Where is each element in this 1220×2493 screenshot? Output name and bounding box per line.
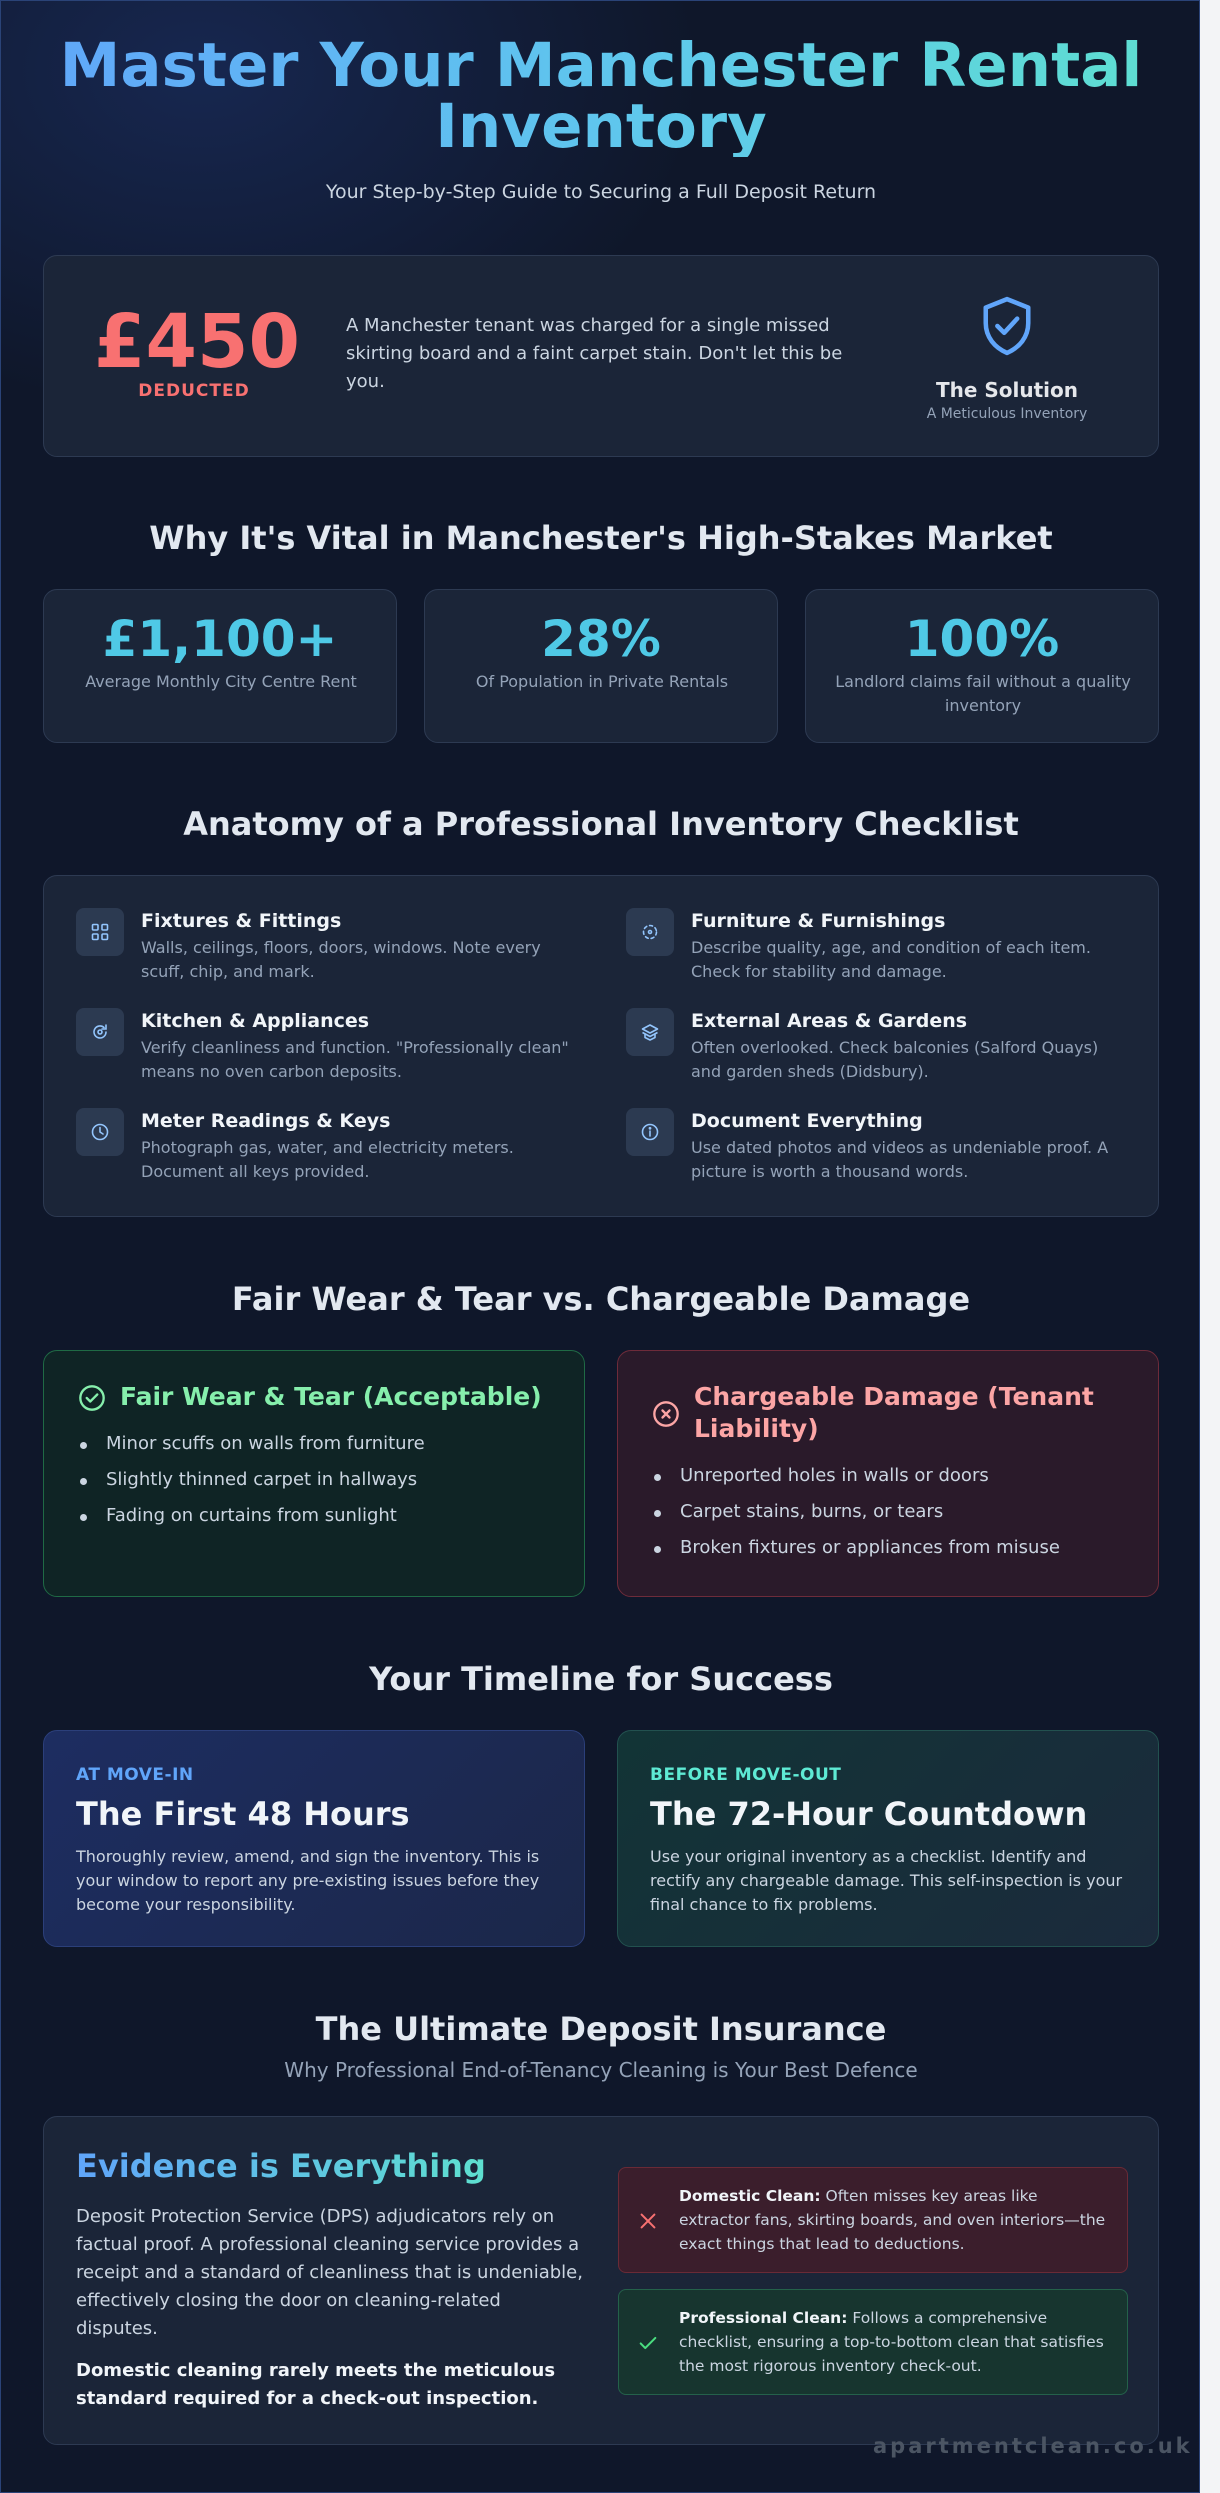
timeline-kicker: AT MOVE-IN [76, 1765, 194, 1785]
domestic-clean-desc: Often misses key areas like extractor fans, skirting boards, and oven interiors—the exact things that lead to deductions. [679, 2187, 1106, 2253]
timeline-title: The 72-Hour Countdown [650, 1795, 1088, 1833]
stat-label: Landlord claims fail without a quality inventory [835, 672, 1131, 715]
page-subtitle: Your Step-by-Step Guide to Securing a Full Deposit Return [325, 181, 877, 203]
check-icon [637, 2332, 659, 2354]
checklist-item-desc: Verify cleanliness and function. "Professionally clean" means no oven carbon deposits. [141, 1038, 569, 1081]
refresh-icon [76, 1008, 124, 1056]
checklist-item-desc: Photograph gas, water, and electricity meters. Document all keys provided. [141, 1138, 514, 1181]
list-item: Minor scuffs on walls from furniture [78, 1433, 425, 1469]
checklist-item-external [626, 1008, 1126, 1088]
stat-card-population [424, 589, 778, 743]
stat-value: 100% [904, 610, 1060, 668]
shield-check-icon [973, 292, 1041, 360]
checklist-section-title: Anatomy of a Professional Inventory Checklist [183, 805, 1019, 843]
info-icon [626, 1108, 674, 1156]
evidence-emphasis: Domestic cleaning rarely meets the meticulous standard required for a check-out inspection. [76, 2360, 556, 2409]
page-title [1, 30, 1200, 162]
domestic-clean-label: Domestic Clean: [679, 2187, 821, 2205]
list-item: Unreported holes in walls or doors [652, 1465, 1060, 1501]
x-circle-icon [652, 1400, 680, 1428]
check-circle-icon [78, 1384, 106, 1412]
grid-icon [76, 908, 124, 956]
checklist-item-meters [76, 1108, 576, 1188]
timeline-desc: Use your original inventory as a checklist. Identify and rectify any chargeable damage. This self-inspection is your final chance to fix problems. [650, 1847, 1123, 1914]
wear-section-title: Fair Wear & Tear vs. Chargeable Damage [231, 1280, 971, 1318]
timeline-kicker: BEFORE MOVE-OUT [650, 1765, 842, 1785]
insurance-section-subtitle: Why Professional End-of-Tenancy Cleaning is Your Best Defence [284, 2058, 918, 2082]
professional-clean-desc: Follows a comprehensive checklist, ensuring a top-to-bottom clean that satisfies the most rigorous inventory check-out. [679, 2309, 1104, 2375]
checklist-item-kitchen [76, 1008, 576, 1088]
checklist-item-title: Document Everything [691, 1110, 923, 1132]
page-title-line2: Inventory [435, 91, 767, 162]
checklist-item-desc: Describe quality, age, and condition of each item. Check for stability and damage. [691, 938, 1091, 981]
timeline-card-move-out [617, 1730, 1159, 1947]
list-item: Slightly thinned carpet in hallways [78, 1469, 425, 1505]
professional-clean-box [618, 2289, 1128, 2395]
stat-label: Of Population in Private Rentals [475, 672, 729, 691]
professional-clean-label: Professional Clean: [679, 2309, 848, 2327]
list-item: Broken fixtures or appliances from misuse [652, 1537, 1060, 1573]
deduction-label: DEDUCTED [138, 381, 250, 401]
checklist-item-title: Meter Readings & Keys [141, 1110, 391, 1132]
clock-icon [76, 1108, 124, 1156]
list-item: Carpet stains, burns, or tears [652, 1501, 1060, 1537]
checklist-item-document [626, 1108, 1126, 1188]
checklist-item-title: Fixtures & Fittings [141, 910, 342, 932]
checklist-item-desc: Use dated photos and videos as undeniable proof. A picture is worth a thousand words. [691, 1138, 1109, 1181]
timeline-title: The First 48 Hours [76, 1795, 410, 1833]
timeline-desc: Thoroughly review, amend, and sign the inventory. This is your window to report any pre-existing issues before they become your responsibility. [76, 1847, 540, 1914]
chargeable-damage-list [652, 1465, 1060, 1573]
stat-card-rent [43, 589, 397, 743]
checklist-item-title: Furniture & Furnishings [691, 910, 946, 932]
deduction-amount: £450 [94, 299, 300, 385]
timeline-card-move-in [43, 1730, 585, 1947]
footer-brand: apartmentclean.co.uk [873, 2434, 1193, 2458]
close-icon [637, 2210, 659, 2232]
stat-card-claims [805, 589, 1159, 743]
checklist-item-fixtures [76, 908, 576, 988]
solution-title: The Solution [935, 378, 1079, 402]
checklist-item-desc: Walls, ceilings, floors, doors, windows. Note every scuff, chip, and mark. [141, 938, 541, 981]
solution-subtitle: A Meticulous Inventory [926, 406, 1088, 422]
checklist-item-title: External Areas & Gardens [691, 1010, 968, 1032]
dashed-circle-icon [626, 908, 674, 956]
list-item: Fading on curtains from sunlight [78, 1505, 425, 1541]
layers-icon [626, 1008, 674, 1056]
stat-value: 28% [541, 610, 661, 668]
checklist-item-title: Kitchen & Appliances [141, 1010, 370, 1032]
insurance-section-title: The Ultimate Deposit Insurance [315, 2010, 887, 2048]
professional-clean-text [679, 2306, 1109, 2378]
chargeable-damage-card [617, 1350, 1159, 1597]
checklist-item-desc: Often overlooked. Check balconies (Salford Quays) and garden sheds (Didsbury). [691, 1038, 1099, 1081]
fair-wear-list [78, 1433, 425, 1541]
checklist-item-furniture [626, 908, 1126, 988]
evidence-panel [43, 2116, 1159, 2445]
timeline-section-title: Your Timeline for Success [369, 1660, 833, 1698]
fair-wear-title: Fair Wear & Tear (Acceptable) [120, 1382, 542, 1411]
stat-value: £1,100+ [102, 610, 338, 668]
stat-label: Average Monthly City Centre Rent [85, 672, 357, 691]
checklist-panel [43, 875, 1159, 1217]
fair-wear-card [43, 1350, 585, 1597]
domestic-clean-box [618, 2167, 1128, 2273]
domestic-clean-text [679, 2184, 1109, 2256]
evidence-body: Deposit Protection Service (DPS) adjudicators rely on factual proof. A professional cleaning service provides a receipt and a standard of cleanliness that is undeniable, effectively closing the door on cleaning-related disputes. [76, 2206, 583, 2339]
deduction-story: A Manchester tenant was charged for a single missed skirting board and a faint carpet stain. Don't let this be you. [346, 315, 843, 392]
market-section-title: Why It's Vital in Manchester's High-Stakes Market [149, 519, 1053, 557]
evidence-title: Evidence is Everything [76, 2147, 486, 2185]
chargeable-damage-title: Chargeable Damage (Tenant Liability) [694, 1382, 1094, 1443]
deduction-panel [43, 255, 1159, 457]
page-title-line1: Master Your Manchester Rental [59, 30, 1143, 101]
